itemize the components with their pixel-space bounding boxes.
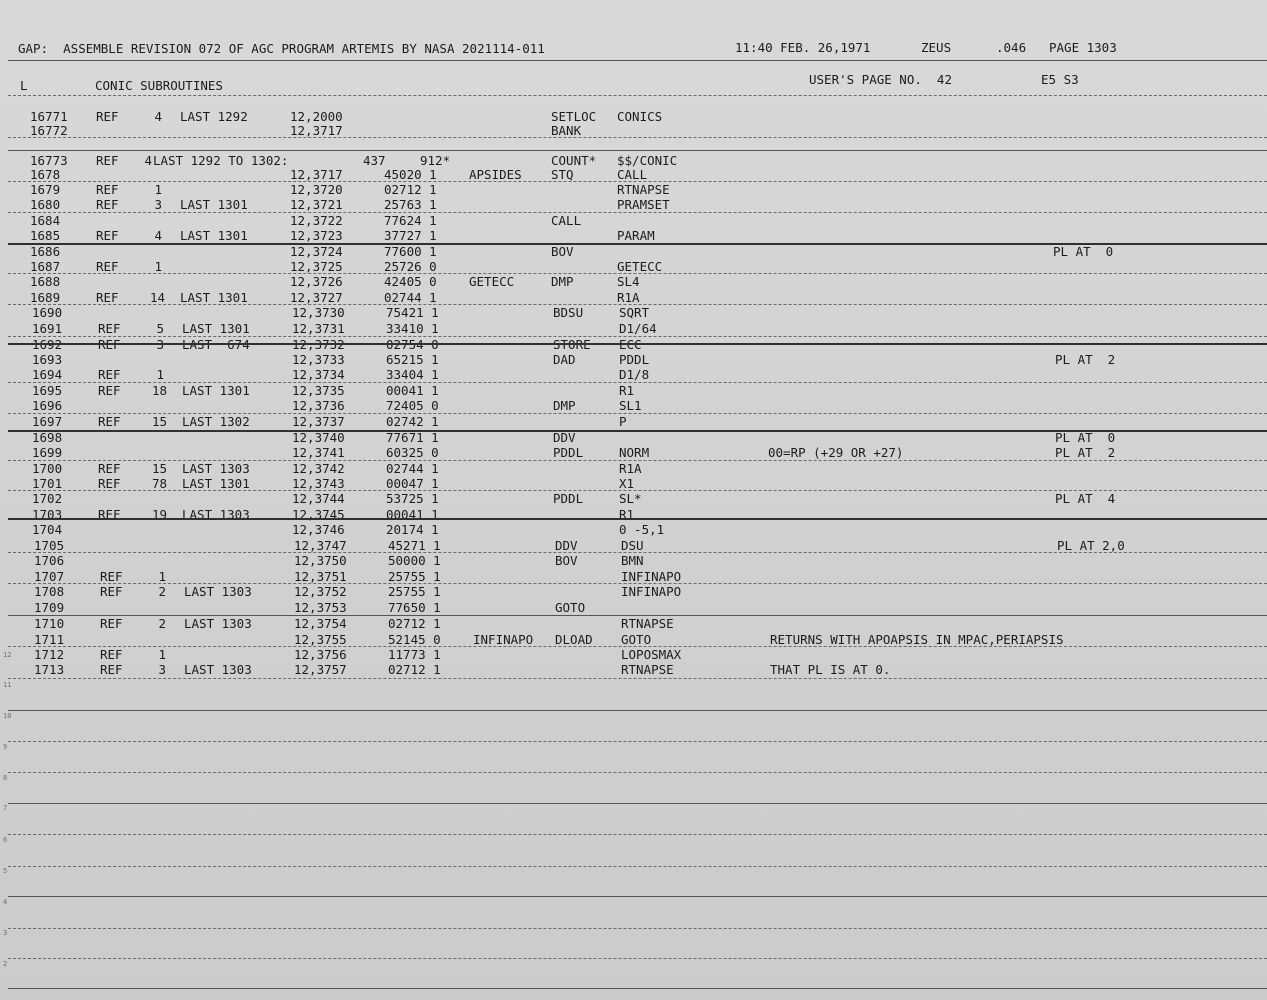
opcode: PDDL (553, 445, 584, 460)
operand: RTNAPSE (621, 616, 674, 631)
ref-keyword: REF (98, 414, 121, 429)
ref-keyword: REF (100, 584, 123, 599)
margin-line-number: 10 (3, 712, 12, 720)
ref-count: 4 (154, 109, 162, 124)
bank-address: 12,3724 (290, 244, 343, 259)
ref-keyword: REF (98, 461, 121, 476)
ref-count: 15 (152, 414, 168, 429)
bank-address: 12,3746 (292, 522, 345, 537)
ref-count: 3 (156, 337, 164, 352)
form-rule (8, 243, 1267, 245)
operand: R1A (617, 290, 640, 305)
push-list-note: PL AT 2,0 (1057, 538, 1125, 553)
last-reference: LAST 1292 TO 1302: (153, 153, 289, 168)
bank-address: 12,3721 (290, 197, 343, 212)
octal-word: 00041 1 (386, 507, 439, 522)
bank-address: 12,3720 (290, 182, 343, 197)
ref-count: 78 (152, 476, 168, 491)
bank-address: 12,3726 (290, 274, 343, 289)
statement-label: APSIDES (469, 167, 522, 182)
form-rule (8, 336, 1267, 337)
last-reference: LAST 1301 (180, 290, 248, 305)
margin-line-number: 5 (3, 867, 8, 875)
octal-word: 00041 1 (386, 383, 439, 398)
line-number: 1690 (32, 305, 63, 320)
ref-keyword: REF (96, 228, 119, 243)
push-list-note: PL AT 4 (1055, 491, 1116, 506)
push-list-note: PL AT 0 (1053, 244, 1114, 259)
octal-word: 77671 1 (386, 430, 439, 445)
line-number: 1706 (34, 553, 65, 568)
bank-address: 12,3752 (294, 584, 347, 599)
ref-count: 2 (158, 584, 166, 599)
operand: BMN (621, 553, 644, 568)
line-number: 1710 (34, 616, 65, 631)
margin-line-number: 7 (3, 804, 8, 812)
operand: SL* (619, 491, 642, 506)
octal-word: 77650 1 (388, 600, 441, 615)
ref-keyword: REF (100, 569, 123, 584)
ref-count: 3 (154, 197, 162, 212)
bank-address: 12,3740 (292, 430, 345, 445)
bank-address: 12,3723 (290, 228, 343, 243)
line-number: 1692 (32, 337, 63, 352)
ref-keyword: REF (96, 109, 119, 124)
ref-keyword: REF (98, 321, 121, 336)
bank-address: 12,3736 (292, 398, 345, 413)
opcode: COUNT* (551, 153, 597, 168)
form-rule (8, 928, 1267, 929)
margin-line-number: 11 (3, 681, 12, 689)
statement-label: INFINAPO (473, 632, 534, 647)
operand: GETECC (617, 259, 663, 274)
form-rule (8, 430, 1267, 432)
operand: CONICS (617, 109, 663, 124)
operand: SL1 (619, 398, 642, 413)
ref-count: 14 (150, 290, 166, 305)
opcode: DDV (555, 538, 578, 553)
bank-address: 12,3755 (294, 632, 347, 647)
operand: PRAMSET (617, 197, 670, 212)
ref-keyword: REF (96, 182, 119, 197)
opcode: BDSU (553, 305, 584, 320)
line-number: 16773 (30, 153, 68, 168)
bank-address: 12,3744 (292, 491, 345, 506)
bank-address: 12,3737 (292, 414, 345, 429)
margin-line-number: 12 (3, 651, 12, 659)
octal-word: 52145 0 (388, 632, 441, 647)
opcode: BANK (551, 123, 582, 138)
operand: R1 (619, 383, 635, 398)
line-number: 1705 (34, 538, 65, 553)
line-number: 1707 (34, 569, 65, 584)
ref-keyword: REF (96, 153, 119, 168)
form-rule (8, 518, 1267, 520)
ref-count: 18 (152, 383, 168, 398)
line-number: 1680 (30, 197, 61, 212)
octal-word: 02744 1 (384, 290, 437, 305)
comment: THAT PL IS AT 0. (770, 662, 891, 677)
push-list-note: PL AT 2 (1055, 445, 1116, 460)
user-name: ZEUS (921, 40, 952, 55)
line-number: 1698 (32, 430, 63, 445)
line-number: 1679 (30, 182, 61, 197)
last-reference: LAST 1303 (184, 616, 252, 631)
form-rule (8, 896, 1267, 897)
octal-word: 25755 1 (388, 569, 441, 584)
operand: $$/CONIC (617, 153, 678, 168)
octal-word: 02742 1 (386, 414, 439, 429)
ref-count: 4 (154, 228, 162, 243)
ref-count: 2 (158, 616, 166, 631)
users-page-number: USER'S PAGE NO. 42 (809, 72, 952, 87)
octal-word: 25763 1 (384, 197, 437, 212)
operand: PARAM (617, 228, 655, 243)
form-rule (8, 583, 1267, 584)
line-number: 1704 (32, 522, 63, 537)
section-title: CONIC SUBROUTINES (95, 78, 223, 93)
statement-label: GETECC (469, 274, 515, 289)
operand: 0 -5,1 (619, 522, 665, 537)
bank-address: 12,3750 (294, 553, 347, 568)
comment: 00=RP (+29 OR +27) (768, 445, 904, 460)
push-list-note: PL AT 2 (1055, 352, 1116, 367)
operand: D1/8 (619, 367, 650, 382)
line-number: 1686 (30, 244, 61, 259)
bank-address: 12,3717 (290, 167, 343, 182)
bank-address: 12,3730 (292, 305, 345, 320)
octal-word: 02712 1 (384, 182, 437, 197)
form-rule (8, 646, 1267, 647)
opcode: DMP (553, 398, 576, 413)
form-rule (8, 834, 1267, 835)
octal-word: 42405 0 (384, 274, 437, 289)
bank-address: 12,3727 (290, 290, 343, 305)
opcode: DLOAD (555, 632, 593, 647)
bank-address: 12,3751 (294, 569, 347, 584)
bank-address: 437 (363, 153, 386, 168)
last-reference: LAST 1303 (184, 584, 252, 599)
last-reference: LAST 1301 (182, 383, 250, 398)
form-rule (8, 866, 1267, 867)
ref-keyword: REF (98, 507, 121, 522)
margin-line-number: 8 (3, 774, 8, 782)
timestamp: 11:40 FEB. 26,1971 (735, 40, 871, 55)
section-code: E5 S3 (1041, 72, 1079, 87)
bank-address: 12,2000 (290, 109, 343, 124)
last-reference: LAST 1303 (182, 461, 250, 476)
line-number: 1691 (32, 321, 63, 336)
ref-count: 1 (158, 647, 166, 662)
octal-word: 60325 0 (386, 445, 439, 460)
last-reference: LAST 1302 (182, 414, 250, 429)
bank-address: 12,3733 (292, 352, 345, 367)
listing-marker: L (20, 78, 28, 93)
margin-line-number: 6 (3, 836, 8, 844)
operand: R1 (619, 507, 635, 522)
octal-word: 33410 1 (386, 321, 439, 336)
time-used: .046 (996, 40, 1027, 55)
line-number: 1688 (30, 274, 61, 289)
operand: PDDL (619, 352, 650, 367)
line-number: 1687 (30, 259, 61, 274)
line-number: 1709 (34, 600, 65, 615)
line-number: 16771 (30, 109, 68, 124)
line-number: 1694 (32, 367, 63, 382)
comment: RETURNS WITH APOAPSIS IN MPAC,PERIAPSIS (770, 632, 1064, 647)
ref-keyword: REF (100, 616, 123, 631)
line-number: 1700 (32, 461, 63, 476)
form-rule (8, 382, 1267, 383)
opcode: CALL (551, 213, 582, 228)
form-rule (8, 413, 1267, 414)
opcode: SETLOC (551, 109, 597, 124)
line-number: 1708 (34, 584, 65, 599)
bank-address: 12,3732 (292, 337, 345, 352)
bank-address: 12,3731 (292, 321, 345, 336)
opcode: GOTO (555, 600, 586, 615)
ref-keyword: REF (98, 337, 121, 352)
form-rule (8, 212, 1267, 213)
opcode: PDDL (553, 491, 584, 506)
operand: R1A (619, 461, 642, 476)
last-reference: LAST 1303 (182, 507, 250, 522)
last-reference: LAST 1292 (180, 109, 248, 124)
opcode: DDV (553, 430, 576, 445)
bank-address: 12,3747 (294, 538, 347, 553)
form-rule (8, 958, 1267, 959)
line-number: 1696 (32, 398, 63, 413)
line-number: 1701 (32, 476, 63, 491)
octal-word: 53725 1 (386, 491, 439, 506)
form-rule (8, 181, 1267, 182)
bank-address: 12,3722 (290, 213, 343, 228)
ref-count: 4 (144, 153, 152, 168)
line-number: 1712 (34, 647, 65, 662)
octal-word: 45020 1 (384, 167, 437, 182)
octal-word: 02712 1 (388, 616, 441, 631)
bank-address: 12,3734 (292, 367, 345, 382)
last-reference: LAST 1301 (180, 197, 248, 212)
ref-keyword: REF (96, 290, 119, 305)
bank-address: 12,3717 (290, 123, 343, 138)
opcode: BOV (551, 244, 574, 259)
form-rule (8, 988, 1267, 989)
opcode: DMP (551, 274, 574, 289)
form-rule (8, 60, 1267, 61)
octal-word: 25755 1 (388, 584, 441, 599)
operand: INFINAPO (621, 584, 682, 599)
octal-word: 02712 1 (388, 662, 441, 677)
operand: SQRT (619, 305, 650, 320)
margin-line-number: 9 (3, 743, 8, 751)
form-rule (8, 552, 1267, 553)
margin-line-number: 3 (3, 929, 8, 937)
octal-word: 45271 1 (388, 538, 441, 553)
opcode: STQ (551, 167, 574, 182)
opcode: BOV (555, 553, 578, 568)
line-number: 1693 (32, 352, 63, 367)
octal-word: 912* (420, 153, 451, 168)
octal-word: 50000 1 (388, 553, 441, 568)
line-number: 16772 (30, 123, 68, 138)
octal-word: 75421 1 (386, 305, 439, 320)
form-rule (8, 137, 1267, 138)
operand: NORM (619, 445, 650, 460)
form-rule (8, 803, 1267, 804)
bank-address: 12,3741 (292, 445, 345, 460)
octal-word: 02754 0 (386, 337, 439, 352)
last-reference: LAST 1301 (182, 476, 250, 491)
ref-count: 15 (152, 461, 168, 476)
bank-address: 12,3735 (292, 383, 345, 398)
operand: X1 (619, 476, 635, 491)
line-number: 1702 (32, 491, 63, 506)
last-reference: LAST 1301 (182, 321, 250, 336)
octal-word: 72405 0 (386, 398, 439, 413)
ref-keyword: REF (98, 476, 121, 491)
opcode: STORE (553, 337, 591, 352)
ref-keyword: REF (100, 647, 123, 662)
operand: LOPOSMAX (621, 647, 682, 662)
operand: ECC (619, 337, 642, 352)
line-number: 1689 (30, 290, 61, 305)
ref-keyword: REF (96, 197, 119, 212)
bank-address: 12,3725 (290, 259, 343, 274)
last-reference: LAST 1303 (184, 662, 252, 677)
ref-count: 19 (152, 507, 168, 522)
margin-line-number: 4 (3, 898, 8, 906)
form-rule (8, 150, 1267, 151)
ref-keyword: REF (98, 367, 121, 382)
form-rule (8, 343, 1267, 345)
line-number: 1697 (32, 414, 63, 429)
line-number: 1685 (30, 228, 61, 243)
operand: RTNAPSE (617, 182, 670, 197)
form-rule (8, 678, 1267, 679)
octal-word: 37727 1 (384, 228, 437, 243)
operand: DSU (621, 538, 644, 553)
form-rule (8, 273, 1267, 274)
margin-line-number: 2 (3, 960, 8, 968)
bank-address: 12,3745 (292, 507, 345, 522)
octal-word: 02744 1 (386, 461, 439, 476)
form-rule (8, 710, 1267, 711)
line-number: 1711 (34, 632, 65, 647)
octal-word: 65215 1 (386, 352, 439, 367)
bank-address: 12,3742 (292, 461, 345, 476)
line-number: 1713 (34, 662, 65, 677)
form-rule (8, 615, 1267, 616)
line-number: 1703 (32, 507, 63, 522)
line-number: 1684 (30, 213, 61, 228)
form-rule (8, 741, 1267, 742)
form-rule (8, 304, 1267, 305)
ref-count: 3 (158, 662, 166, 677)
last-reference: LAST 674 (182, 337, 250, 352)
octal-word: 77624 1 (384, 213, 437, 228)
octal-word: 11773 1 (388, 647, 441, 662)
operand: INFINAPO (621, 569, 682, 584)
octal-word: 25726 0 (384, 259, 437, 274)
octal-word: 77600 1 (384, 244, 437, 259)
operand: D1/64 (619, 321, 657, 336)
bank-address: 12,3743 (292, 476, 345, 491)
ref-count: 1 (156, 367, 164, 382)
form-rule (8, 460, 1267, 461)
octal-word: 00047 1 (386, 476, 439, 491)
ref-count: 1 (158, 569, 166, 584)
form-rule (8, 95, 1267, 96)
line-number: 1699 (32, 445, 63, 460)
operand: P (619, 414, 627, 429)
ref-count: 1 (154, 182, 162, 197)
operand: CALL (617, 167, 648, 182)
form-rule (8, 772, 1267, 773)
line-number: 1678 (30, 167, 61, 182)
bank-address: 12,3754 (294, 616, 347, 631)
bank-address: 12,3756 (294, 647, 347, 662)
opcode: DAD (553, 352, 576, 367)
operand: SL4 (617, 274, 640, 289)
ref-keyword: REF (96, 259, 119, 274)
bank-address: 12,3757 (294, 662, 347, 677)
operand: GOTO (621, 632, 652, 647)
ref-count: 5 (156, 321, 164, 336)
assembly-title: GAP: ASSEMBLE REVISION 072 OF AGC PROGRAM ARTEMIS BY NASA 2021114-011 (18, 41, 545, 56)
form-rule (8, 490, 1267, 491)
page-number: PAGE 1303 (1049, 40, 1117, 55)
octal-word: 33404 1 (386, 367, 439, 382)
ref-keyword: REF (98, 383, 121, 398)
octal-word: 20174 1 (386, 522, 439, 537)
line-number: 1695 (32, 383, 63, 398)
last-reference: LAST 1301 (180, 228, 248, 243)
ref-count: 1 (154, 259, 162, 274)
bank-address: 12,3753 (294, 600, 347, 615)
push-list-note: PL AT 0 (1055, 430, 1116, 445)
operand: RTNAPSE (621, 662, 674, 677)
ref-keyword: REF (100, 662, 123, 677)
